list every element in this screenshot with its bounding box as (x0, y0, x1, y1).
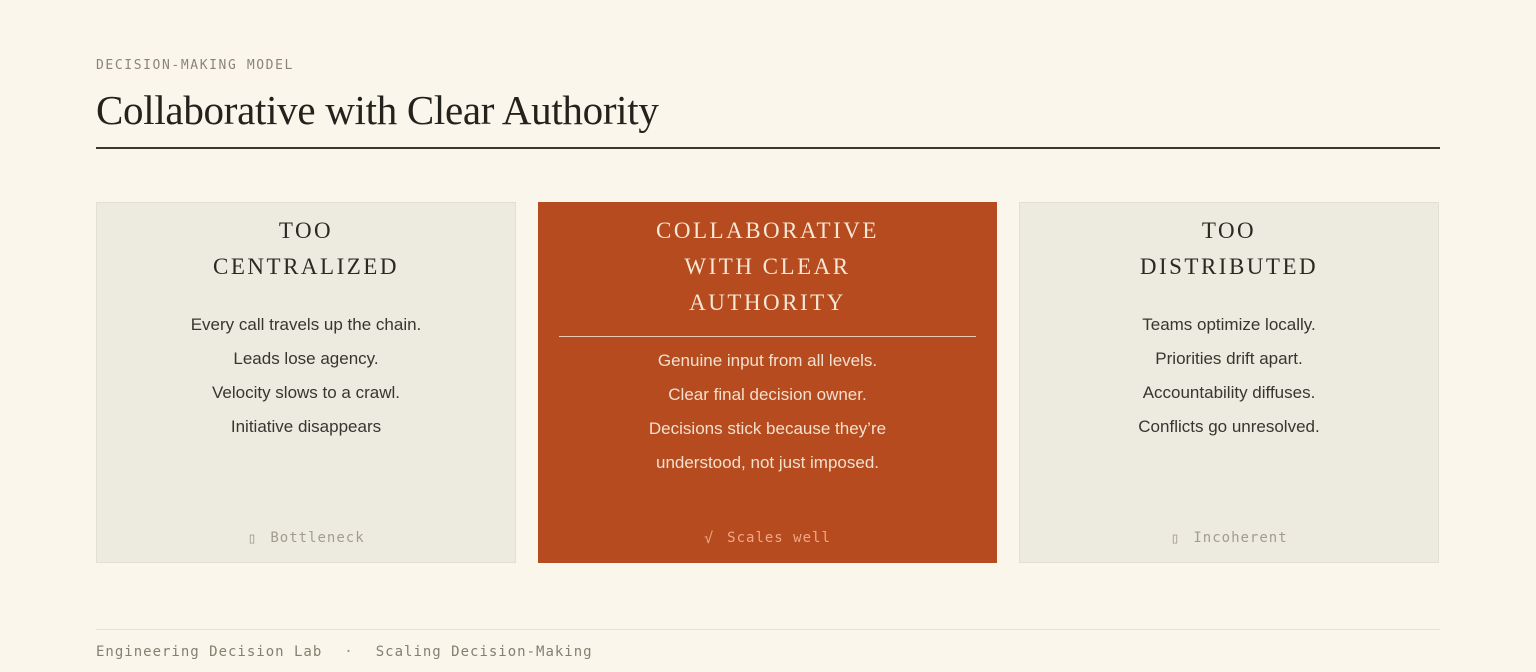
card-title (1050, 213, 1408, 285)
card-body (1050, 308, 1408, 444)
badge-label: Scales well (727, 530, 831, 546)
badge-label: Bottleneck (270, 530, 365, 546)
card-title-line: AUTHORITY (689, 290, 846, 315)
card-too-centralized (96, 202, 516, 563)
footer-divider (96, 629, 1440, 630)
body-line: Genuine input from all levels. (657, 351, 878, 370)
body-line: Velocity slows to a crawl. (211, 383, 400, 402)
slide-footer (96, 629, 1440, 660)
body-line: Every call travels up the chain. (190, 315, 422, 334)
body-line: Conflicts go unresolved. (1138, 417, 1320, 436)
status-badge (1050, 530, 1408, 546)
badge-label: Incoherent (1193, 530, 1288, 546)
card-collaborative-with-clear-authority (538, 202, 997, 563)
page-title: Collaborative with Clear Authority (96, 87, 659, 133)
footer-text (96, 644, 1440, 660)
body-line: Priorities drift apart. (1155, 349, 1303, 368)
checkmark-icon: √ (704, 528, 715, 547)
footer-left-label: Engineering Decision Lab (96, 644, 323, 660)
card-too-distributed (1019, 202, 1439, 563)
slide-header (96, 58, 1440, 149)
card-title-line: CENTRALIZED (213, 254, 399, 279)
missing-glyph-icon: ▯ (247, 528, 258, 547)
card-body (127, 308, 485, 444)
card-title (569, 213, 966, 321)
footer-right-label: Scaling Decision-Making (375, 644, 593, 660)
body-line: Leads lose agency. (233, 349, 379, 368)
card-title-line: DISTRIBUTED (1139, 254, 1319, 279)
title-divider (96, 147, 1440, 149)
body-line: Decisions stick because they’re (648, 419, 887, 438)
body-line: understood, not just imposed. (655, 453, 880, 472)
card-title-line: TOO (278, 218, 334, 243)
body-line: Teams optimize locally. (1142, 315, 1316, 334)
body-line: Accountability diffuses. (1142, 383, 1316, 402)
card-title-line: TOO (1201, 218, 1257, 243)
card-title-divider (559, 336, 976, 337)
cards-grid (96, 202, 1440, 563)
status-badge (569, 530, 966, 546)
card-title-line: WITH CLEAR (684, 254, 851, 279)
status-badge (127, 530, 485, 546)
card-body (569, 344, 966, 480)
separator-dot: · (344, 644, 354, 660)
body-line: Clear final decision owner. (668, 385, 867, 404)
body-line: Initiative disappears (230, 417, 382, 436)
missing-glyph-icon: ▯ (1170, 528, 1181, 547)
card-title-line: COLLABORATIVE (656, 218, 879, 243)
eyebrow-label: DECISION-MAKING MODEL (96, 58, 294, 73)
card-title (127, 213, 485, 285)
